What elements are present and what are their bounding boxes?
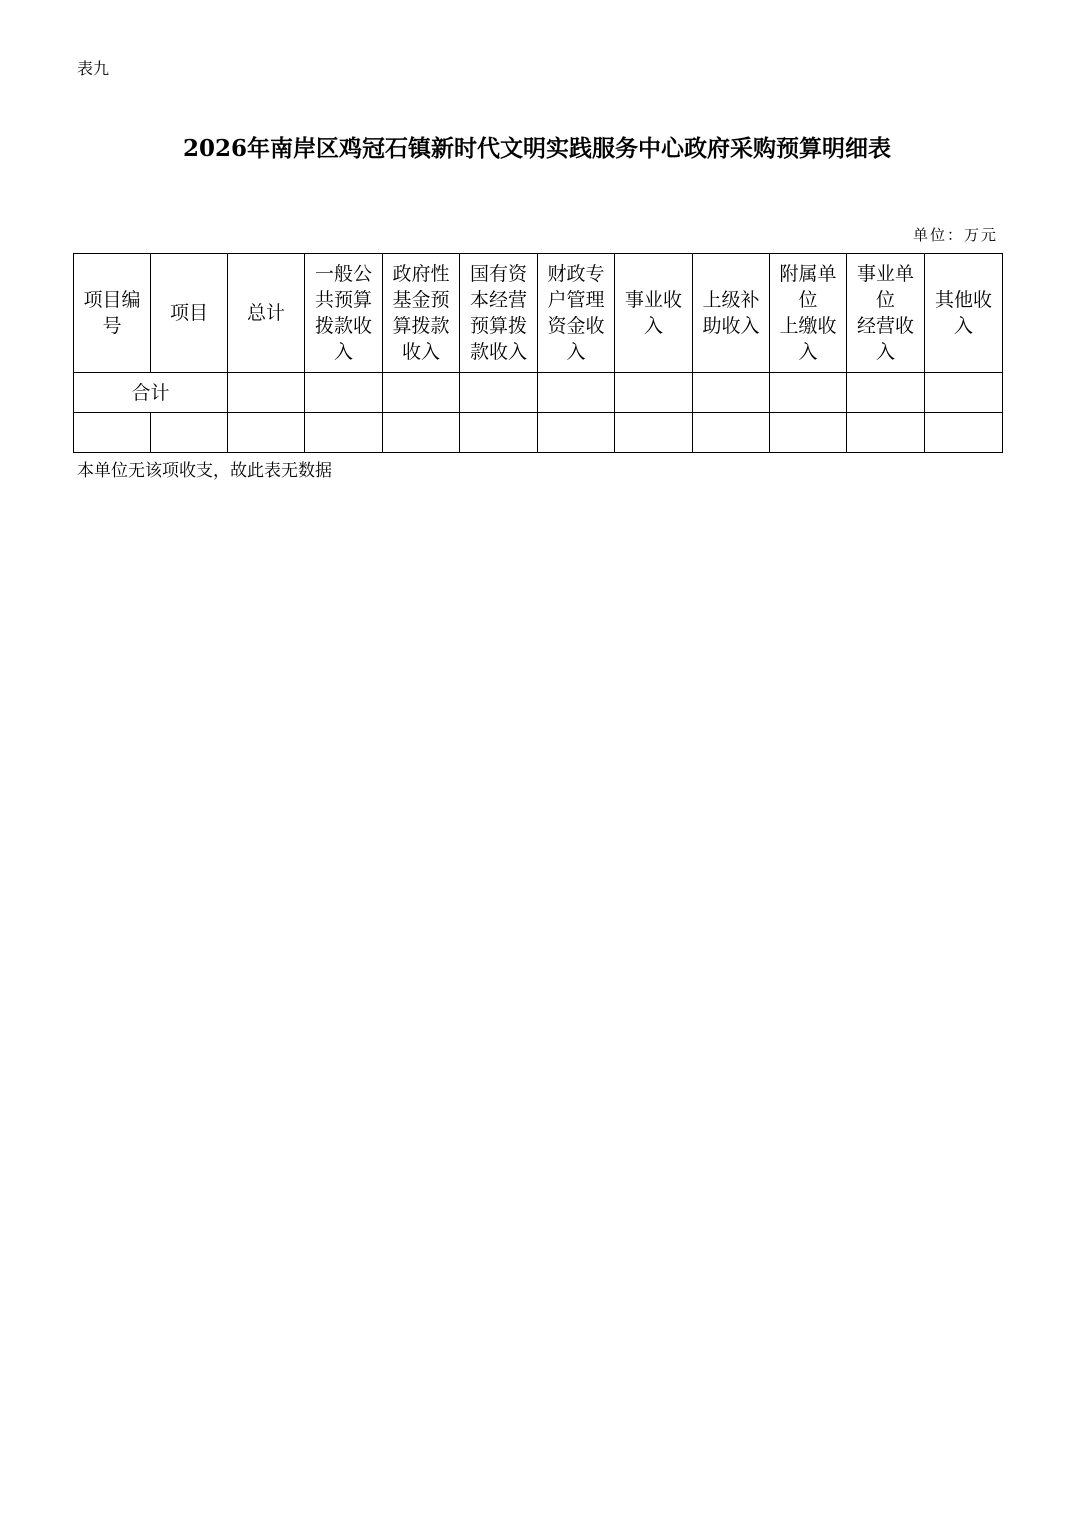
column-header-government-fund-budget: 政府性 基金预 算拨款 收入	[383, 254, 460, 373]
column-header-business-operating-income: 事业单 位 经营收 入	[847, 254, 925, 373]
table-cell	[925, 373, 1003, 413]
table-cell	[847, 373, 925, 413]
column-header-total: 总计	[228, 254, 305, 373]
table-cell	[538, 373, 615, 413]
unit-note: 单位：万元	[912, 226, 998, 244]
table-cell	[460, 413, 538, 453]
table-cell	[228, 413, 305, 453]
table-cell	[925, 413, 1003, 453]
table-cell	[383, 413, 460, 453]
table-cell	[228, 373, 305, 413]
table-cell	[615, 413, 693, 453]
column-header-state-capital-budget: 国有资 本经营 预算拨 款收入	[460, 254, 538, 373]
table-cell	[847, 413, 925, 453]
no-data-note: 本单位无该项收支，故此表无数据	[77, 461, 332, 481]
table-number-label: 表九	[77, 59, 110, 78]
procurement-budget-table	[73, 253, 1003, 453]
table-cell	[305, 373, 383, 413]
table-cell	[693, 413, 770, 453]
table-cell	[538, 413, 615, 453]
table-total-row	[74, 373, 1003, 413]
total-row-label: 合计	[74, 373, 228, 413]
page-title: 2026年南岸区鸡冠石镇新时代文明实践服务中心政府采购预算明细表	[182, 135, 891, 162]
table-header-row	[74, 254, 1003, 373]
table-cell	[770, 413, 847, 453]
table-cell	[460, 373, 538, 413]
column-header-other-income: 其他收 入	[925, 254, 1003, 373]
column-header-affiliated-remittance: 附属单 位 上缴收 入	[770, 254, 847, 373]
table-cell	[383, 373, 460, 413]
table-cell	[151, 413, 228, 453]
column-header-operating-revenue: 事业收 入	[615, 254, 693, 373]
column-header-project-code: 项目编 号	[74, 254, 151, 373]
column-header-general-public-budget: 一般公 共预算 拨款收 入	[305, 254, 383, 373]
table-cell	[615, 373, 693, 413]
column-header-superior-subsidy: 上级补 助收入	[693, 254, 770, 373]
table-cell	[74, 413, 151, 453]
table-cell	[693, 373, 770, 413]
table-cell	[770, 373, 847, 413]
table-cell	[305, 413, 383, 453]
column-header-fiscal-special-account: 财政专 户管理 资金收 入	[538, 254, 615, 373]
column-header-project: 项目	[151, 254, 228, 373]
table-row	[74, 413, 1003, 453]
